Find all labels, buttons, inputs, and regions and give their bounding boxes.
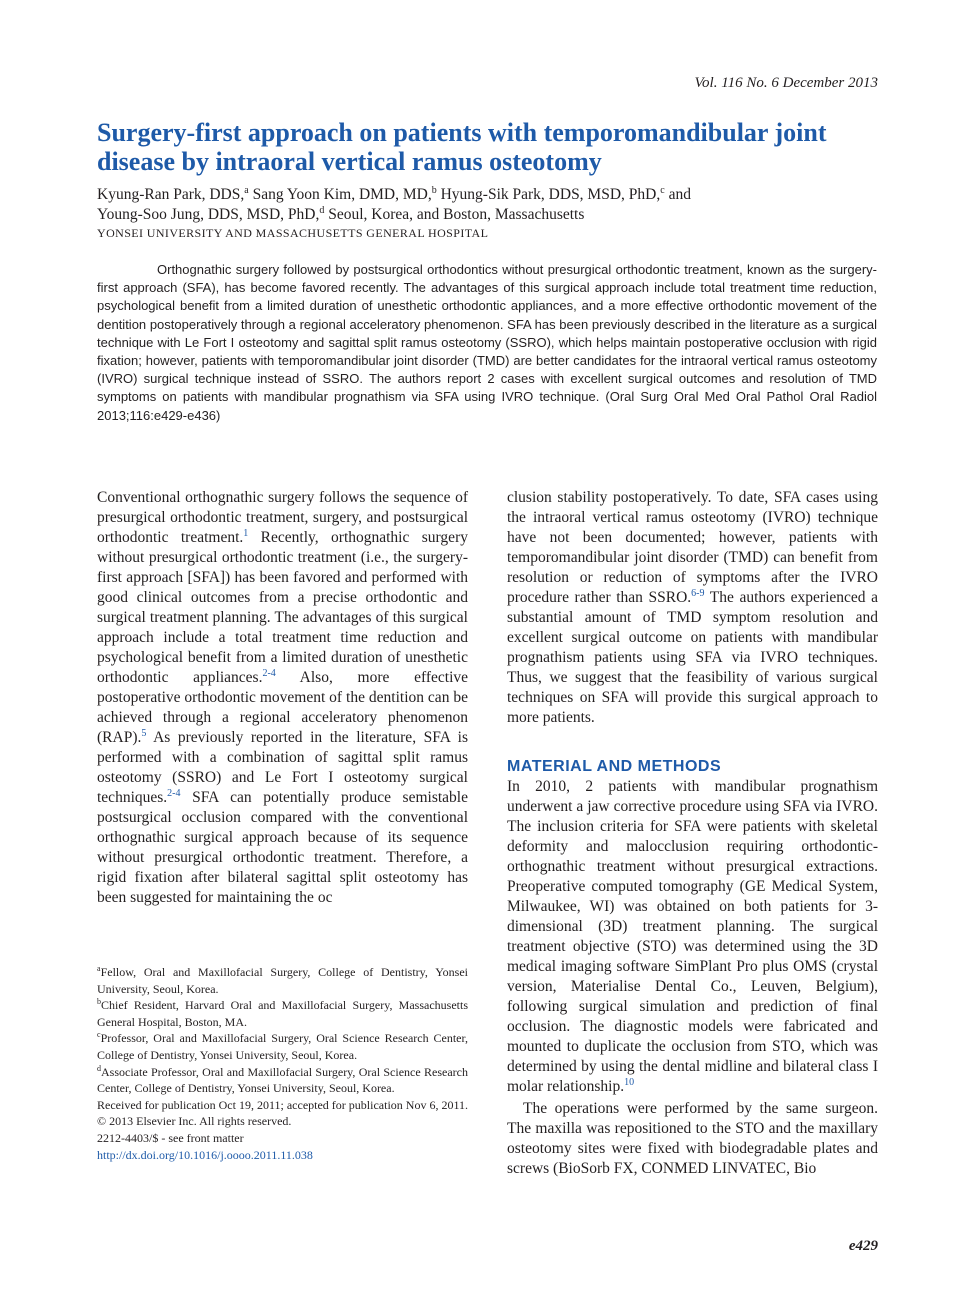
body-text: The authors experienced a substantial amount of TMD symptom resolution and excellent surgical outcome on patients with mandibular prognathism patients using SFA via IVRO techniques. Thus, we suggest that the feasibility of various surgical techniques on SFA will provide this surgical approach to more patients. (507, 589, 878, 726)
methods-paragraph: The operations were performed by the same surgeon. The maxilla was repositioned to the STO and the maxillary osteotomy sites were fixed with biodegradable plates and screws (BioSorb FX, CONMED LINVATEC, Bio (507, 1100, 878, 1177)
issn-line: 2212-4403/$ - see front matter (97, 1130, 244, 1145)
citation-link[interactable]: 5 (141, 727, 147, 739)
body-text: In 2010, 2 patients with mandibular prognathism underwent a jaw corrective procedure using SFA via IVRO. The inclusion criteria for SFA were patients with skeletal deformity and malocclusion requiring orthodontic-orthognathic treatment without presurgical extractions. Preoperative computed tomography (GE Medical System, Milwaukee, WI) was obtained on both patients for 3-dimensional (3D) treatment planning. The surgical treatment objective (STO) was determined using the 3D medical imaging software SimPlant Pro plus OMS (crystal version, Materialise Dental Co., Leuven, Belgium), following surgical simulation and prediction of final occlusion. The diagnostic models were fabricated and mounted to duplicate the occlusion from STO, which was determined by using the dental midline and bilateral class I molar relationship. (507, 778, 878, 1095)
author-name: Sang Yoon Kim, DMD, MD, (248, 186, 432, 203)
footnote-marker: c (97, 1030, 101, 1040)
abstract: Orthognathic surgery followed by postsurgical orthodontics without presurgical orthodontic treatment, known as the surgery-first approach (SFA), has become favored recently. The advantages of this surgical approach include total treatment time reduction, psychological benefit from a limited duration of unesthetic orthodontic appliances, and a more effective orthodontic movement of the dentition postoperatively through a regional acceleratory phenomenon. SFA has been previously described in the literature as a surgical technique with Le Fort I osteotomy and sagittal split ramus osteotomy (SSRO), which helps maintain postoperative occlusion with rigid fixation; however, patients with temporomandibular joint disorder (TMD) are better candidates for the intraoral vertical ramus osteotomy (IVRO) surgical technique instead of SSRO. The authors report 2 cases with excellent surgical outcomes and resolution of TMD symptoms on patients with mandibular prognathism via SFA using IVRO technique. (Oral Surg Oral Med Oral Pathol Oral Radiol 2013;116:e429-e436) (97, 262, 877, 423)
affiliation-marker: b (431, 184, 437, 196)
affiliation-marker: c (660, 184, 665, 196)
article-title: Surgery-first approach on patients with temporomandibular joint disease by intraoral vertical ramus osteotomy (97, 118, 827, 176)
author-name: Young-Soo Jung, DDS, MSD, PhD, (97, 206, 320, 223)
doi-link[interactable]: http://dx.doi.org/10.1016/j.oooo.2011.11.038 (97, 1147, 313, 1162)
body-column-left (97, 488, 468, 908)
footnote-marker: d (97, 1063, 101, 1073)
footnote-text: Professor, Oral and Maxillofacial Surgery, Oral Science Research Center, College of Dentistry, Yonsei University, Seoul, Korea. (97, 1031, 468, 1062)
citation-link[interactable]: 6-9 (691, 587, 705, 599)
section-heading-methods: MATERIAL AND METHODS (507, 758, 722, 775)
footnote-marker: b (97, 997, 101, 1007)
author-conjunction: and (664, 186, 691, 203)
body-text: Conventional orthognathic surgery follows the sequence of presurgical orthodontic treatment, surgery, and postsurgical orthodontic treatment. (97, 489, 468, 546)
body-column-right (507, 488, 878, 1179)
footnote-affiliation (97, 1064, 468, 1097)
intro-paragraph (97, 488, 468, 908)
footnotes (97, 964, 468, 1163)
footnote-affiliation (97, 1030, 468, 1063)
body-text: SFA can potentially produce semistable postsurgical occlusion compared with the conventional orthognathic surgical approach because of its sequence without presurgical orthodontic treatment. Therefore, a rigid fixation after bilateral sagittal split osteotomy has been suggested for maintaining the oc (97, 789, 468, 906)
doi-line (97, 1147, 468, 1164)
citation-link[interactable]: 2-4 (262, 667, 276, 679)
intro-paragraph-continued (507, 488, 878, 728)
footnote-affiliation (97, 997, 468, 1030)
footnote-text: Associate Professor, Oral and Maxillofacial Surgery, Oral Science Research Center, College of Dentistry, Yonsei University, Seoul, Korea. (97, 1064, 468, 1096)
body-text: Also, more effective postoperative orthodontic movement of the dentition can be achieved through a regional acceleratory phenomenon (RAP). (97, 669, 469, 746)
author-location: Seoul, Korea, and Boston, Massachusetts (324, 206, 585, 223)
author-name: Hyung-Sik Park, DDS, MSD, PhD, (436, 186, 661, 203)
affiliation-marker: a (244, 184, 249, 196)
body-text: As previously reported in the literature, SFA is performed with a combination of sagittal split ramus osteotomy (SSRO) and Le Fort I osteotomy surgical techniques. (97, 729, 468, 806)
footnote-text: Chief Resident, Harvard Oral and Maxillofacial Surgery, Massachusetts General Hospital, Boston, MA. (97, 998, 468, 1029)
citation-link[interactable]: 2-4 (167, 787, 181, 799)
affiliation-marker: d (319, 204, 325, 216)
footnote-text: Fellow, Oral and Maxillofacial Surgery, College of Dentistry, Yonsei University, Seoul, Korea. (97, 965, 468, 996)
copyright-notice: © 2013 Elsevier Inc. All rights reserved. (97, 1114, 292, 1129)
page-number: e429 (848, 1238, 878, 1254)
citation-link[interactable]: 10 (624, 1076, 635, 1088)
citation-link[interactable]: 1 (243, 527, 249, 539)
author-name: Kyung-Ran Park, DDS, (97, 186, 245, 203)
body-text: clusion stability postoperatively. To date, SFA cases using the intraoral vertical ramus osteotomy (IVRO) technique have not been documented; however, patients with temporomandibular joint disorder (TMD) can benefit from resolution or reduction of symptoms after the IVRO procedure rather than SSRO. (507, 489, 878, 606)
received-dates: Received for publication Oct 19, 2011; accepted for publication Nov 6, 2011. (97, 1097, 469, 1112)
journal-issue-reference: Vol. 116 No. 6 December 2013 (694, 75, 878, 91)
institution-line: YONSEI UNIVERSITY AND MASSACHUSETTS GENERAL HOSPITAL (97, 226, 489, 240)
body-text: Recently, orthognathic surgery without presurgical orthodontic treatment (i.e., the surgery-first approach [SFA]) has been favored and performed with good clinical outcomes from a precise orthodontic and surgical treatment planning. The advantages of this surgical approach include a total treatment time reduction and psychological benefit from a limited duration of unesthetic orthodontic appliances. (97, 529, 468, 686)
author-list (97, 185, 877, 225)
footnote-affiliation (97, 964, 468, 997)
footnote-marker: a (97, 964, 101, 973)
methods-paragraph (507, 777, 878, 1097)
